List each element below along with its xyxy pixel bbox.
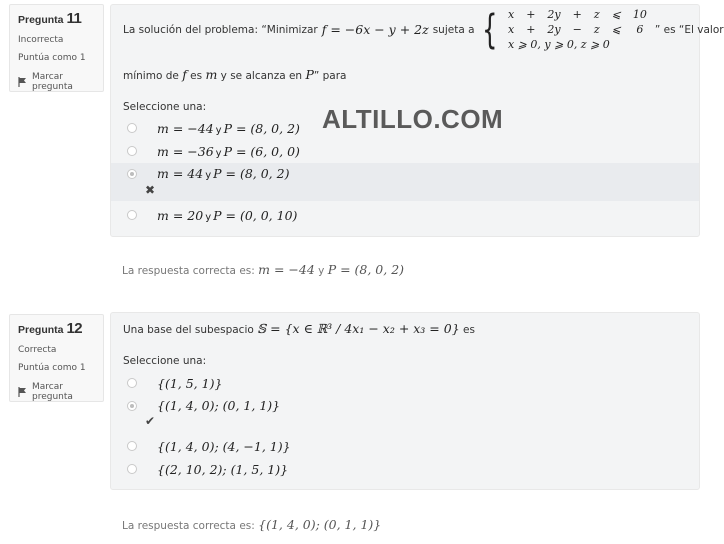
select-prompt: Seleccione una: [123, 355, 207, 367]
option-math: P = (8, 0, 2) [213, 166, 290, 181]
option-radio[interactable] [127, 210, 137, 220]
flag-icon [18, 77, 27, 87]
constraint-term: ⩽ [611, 8, 621, 21]
correct-answer-math: m = −44 [258, 262, 315, 277]
question-score: Puntúa como 1 [18, 53, 86, 63]
question-content-12 [110, 312, 700, 490]
option-math: {(1, 4, 0); (0, 1, 1)} [157, 398, 281, 413]
constraint-term: z [593, 23, 600, 36]
option-radio[interactable] [127, 378, 137, 388]
question-text-part: mínimo de [123, 70, 179, 82]
constraint-term: ⩽ [611, 23, 621, 36]
question-text-part: es [190, 70, 203, 82]
flag-question-label: Marcar pregunta [32, 382, 73, 402]
option-math: P = (6, 0, 0) [223, 143, 300, 159]
constraint-term: 10 [632, 8, 647, 21]
option-radio-selected[interactable] [127, 401, 137, 411]
question-label: Pregunta [18, 324, 64, 336]
correct-answer-feedback [122, 262, 404, 277]
constraint-row [502, 22, 653, 37]
question-text-part: ” es “El valor [654, 23, 724, 36]
question-number [18, 10, 95, 27]
question-text-part: sujeta a [432, 23, 475, 36]
question-status: Correcta [18, 345, 57, 355]
option-math: {(2, 10, 2); (1, 5, 1)} [157, 461, 289, 477]
option-math: P = (0, 0, 10) [213, 207, 298, 223]
answer-option[interactable] [111, 435, 699, 457]
math-symbol: m [205, 67, 218, 82]
correct-answer-text: y [318, 265, 325, 277]
question-text [123, 321, 475, 336]
question-number [18, 320, 95, 337]
option-math: m = 20 [157, 207, 204, 223]
answer-option[interactable] [111, 458, 699, 480]
option-radio[interactable] [127, 464, 137, 474]
answer-option[interactable] [111, 372, 699, 394]
constraint-term: + [526, 8, 536, 21]
option-text: y [205, 170, 212, 181]
flag-icon [18, 387, 27, 397]
option-text: y [215, 147, 222, 159]
option-math: m = 44 [157, 166, 204, 181]
question-text-line2 [123, 67, 347, 82]
constraint-term: − [572, 23, 582, 36]
correct-answer-math: P = (8, 0, 2) [327, 262, 405, 277]
option-math: {(1, 5, 1)} [157, 375, 223, 391]
correct-icon: ✔ [145, 414, 156, 428]
option-text: y [215, 124, 222, 136]
option-label [157, 144, 300, 159]
objective-function: f = −6x − y + 2z [321, 22, 429, 37]
question-number-value: 11 [66, 10, 82, 27]
question-info-11 [9, 4, 104, 92]
question-number-value: 12 [66, 320, 83, 337]
answer-option-selected[interactable] [111, 163, 699, 201]
correct-answer-math: {(1, 4, 0); (0, 1, 1)} [258, 517, 382, 532]
math-symbol: P [305, 67, 314, 82]
question-text-part: es [463, 324, 475, 336]
option-label [157, 439, 291, 454]
option-label [157, 398, 280, 413]
option-text: y [205, 211, 212, 223]
constraint-term: x [507, 8, 515, 21]
flag-question-button[interactable] [18, 72, 95, 92]
option-math: P = (8, 0, 2) [223, 120, 300, 136]
subspace-definition: 𝕊 = {x ∈ ℝ³ / 4x₁ − x₂ + x₃ = 0} [257, 321, 460, 336]
question-text-part: ” para [313, 70, 347, 82]
watermark-text: ALTILLO.COM [322, 104, 504, 134]
question-status: Incorrecta [18, 35, 64, 45]
answer-option[interactable] [111, 140, 699, 162]
constraint-system [502, 7, 653, 52]
correct-answer-feedback [122, 517, 381, 532]
constraint-term: 2y [547, 8, 561, 21]
answer-option-selected[interactable] [111, 395, 699, 431]
nonnegativity-constraint: x ⩾ 0, y ⩾ 0, z ⩾ 0 [507, 38, 610, 51]
option-math: m = −44 [157, 120, 214, 136]
system-brace: { [481, 6, 497, 53]
question-info-12 [9, 314, 104, 402]
correct-answer-label: La respuesta correcta es: [122, 520, 255, 532]
question-text-part: La solución del problema: “Minimizar [123, 23, 318, 36]
question-text-part: y se alcanza en [220, 70, 303, 82]
option-label [157, 462, 288, 477]
incorrect-icon: ✖ [145, 183, 156, 197]
constraint-term: + [572, 8, 582, 21]
flag-question-label: Marcar pregunta [32, 72, 73, 92]
option-radio[interactable] [127, 441, 137, 451]
option-math: m = −36 [157, 143, 214, 159]
option-label [157, 121, 300, 136]
math-symbol: f [182, 67, 187, 82]
correct-answer-label: La respuesta correcta es: [122, 265, 255, 277]
option-label [157, 208, 297, 223]
constraint-term: + [526, 23, 536, 36]
constraint-row [502, 7, 653, 22]
question-text-part: Una base del subespacio [123, 324, 254, 336]
question-score: Puntúa como 1 [18, 363, 86, 373]
select-prompt: Seleccione una: [123, 101, 207, 113]
constraint-term: x [507, 23, 515, 36]
option-radio[interactable] [127, 123, 137, 133]
option-label [157, 376, 222, 391]
option-radio-selected[interactable] [127, 169, 137, 179]
constraint-term: 2y [547, 23, 561, 36]
option-math: {(1, 4, 0); (4, −1, 1)} [157, 438, 291, 454]
constraint-term: z [593, 8, 600, 21]
question-text [123, 7, 724, 52]
answer-option[interactable] [111, 204, 699, 226]
constraint-row [502, 37, 653, 52]
question-label: Pregunta [18, 14, 64, 26]
flag-question-button[interactable] [18, 382, 95, 402]
constraint-term: 6 [636, 23, 644, 36]
option-label [157, 166, 289, 181]
option-radio[interactable] [127, 146, 137, 156]
